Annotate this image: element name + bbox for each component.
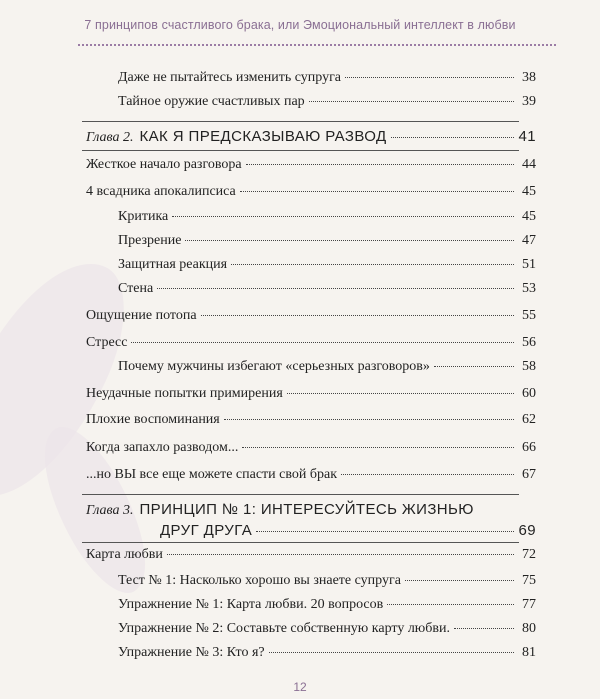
toc-entry: Упражнение № 2: Составьте собственную карту любви. 80	[118, 621, 536, 636]
toc-entry: Почему мужчины избегают «серьезных разговоров» 58	[118, 359, 536, 374]
toc-entry: Карта любви 72	[86, 547, 536, 562]
chapter-heading: Глава 2. КАК Я ПРЕДСКАЗЫВАЮ РАЗВОД 41	[86, 128, 536, 145]
toc-entry: Упражнение № 1: Карта любви. 20 вопросов 77	[118, 597, 536, 612]
toc-entry: Тайное оружие счастливых пар 39	[118, 94, 536, 109]
chapter-heading: Глава 3. ПРИНЦИП № 1: ИНТЕРЕСУЙТЕСЬ ЖИЗНЬЮ ДРУГ ДРУГА 69	[86, 501, 536, 539]
toc-entry: Ощущение потопа 55	[86, 308, 536, 323]
running-header: 7 принципов счастливого брака, или Эмоциональный интеллект в любви	[84, 18, 516, 32]
toc-entry: Презрение 47	[118, 233, 536, 248]
toc-entry: Упражнение № 3: Кто я? 81	[118, 645, 536, 660]
toc-entry: Защитная реакция 51	[118, 257, 536, 272]
section-rule	[82, 121, 519, 122]
toc-entry: Плохие воспоминания 62	[86, 412, 536, 427]
header-divider	[78, 44, 556, 46]
toc-entry: 4 всадника апокалипсиса 45	[86, 184, 536, 199]
toc-entry: Критика 45	[118, 209, 536, 224]
toc-entry: Стена 53	[118, 281, 536, 296]
section-rule	[82, 150, 519, 151]
toc-entry: Стресс 56	[86, 335, 536, 350]
section-rule	[82, 542, 519, 543]
toc-entry: Жесткое начало разговора 44	[86, 157, 536, 172]
toc-entry: Когда запахло разводом... 66	[86, 440, 536, 455]
section-rule	[82, 494, 519, 495]
toc-entry: Неудачные попытки примирения 60	[86, 386, 536, 401]
page-number: 12	[293, 680, 307, 694]
toc-entry: Даже не пытайтесь изменить супруга 38	[118, 70, 536, 85]
toc-entry: ...но ВЫ все еще можете спасти свой брак 67	[86, 467, 536, 482]
toc-entry: Тест № 1: Насколько хорошо вы знаете супруга 75	[118, 573, 536, 588]
